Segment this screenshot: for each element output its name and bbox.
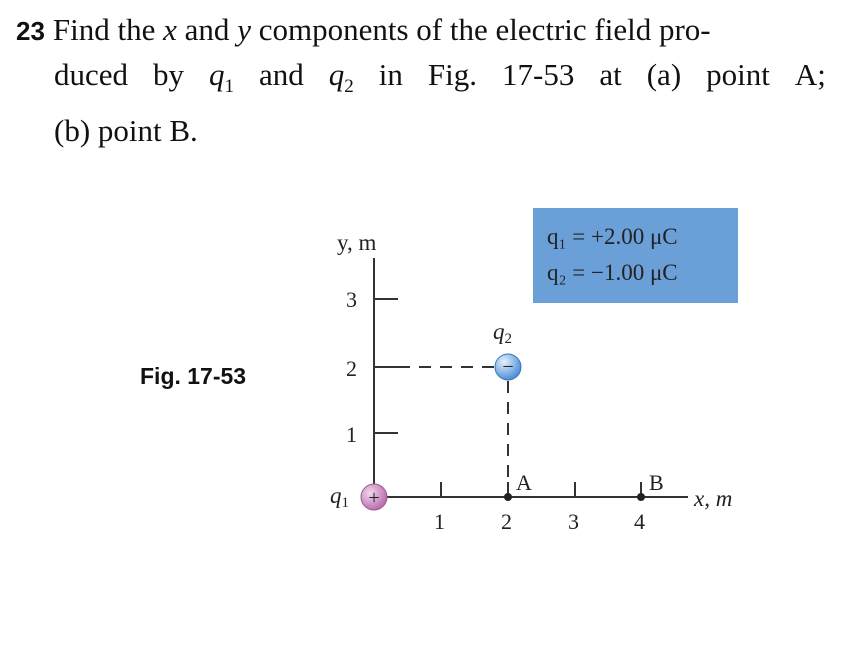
y-axis-label: y, m bbox=[337, 230, 377, 255]
problem-number: 23 bbox=[16, 16, 45, 46]
x-tick-label-3: 3 bbox=[568, 509, 579, 534]
legend-q1: q₁ = +2.00 μC bbox=[547, 224, 678, 249]
q2-minus-icon: − bbox=[502, 356, 514, 378]
point-b-label: B bbox=[649, 470, 664, 495]
legend-box bbox=[533, 208, 738, 303]
figure-caption: Fig. 17-53 bbox=[140, 363, 247, 389]
y-tick-label-3: 3 bbox=[346, 287, 357, 312]
q2-label: q2 bbox=[493, 319, 512, 347]
x-tick-label-4: 4 bbox=[634, 509, 645, 534]
problem-line-2: duced by $q_1$ and $q_2$ in Fig. 17-53 at (a) point A; bbox=[54, 57, 826, 97]
point-b-dot bbox=[637, 493, 645, 501]
q1-plus-icon: + bbox=[368, 487, 380, 509]
x-tick-label-2: 2 bbox=[501, 509, 512, 534]
problem-line-3: (b) point B. bbox=[54, 113, 198, 148]
problem-line-1: 23 Find the x and y components of the electric field pro- bbox=[16, 12, 711, 47]
x-axis-label: x, m bbox=[694, 486, 733, 511]
q1-label: q1 bbox=[330, 483, 349, 511]
y-tick-label-1: 1 bbox=[346, 422, 357, 447]
x-tick-label-1: 1 bbox=[434, 509, 445, 534]
point-a-dot bbox=[504, 493, 512, 501]
y-tick-label-2: 2 bbox=[346, 356, 357, 381]
point-a-label: A bbox=[516, 470, 532, 495]
legend-q2: q₂ = −1.00 μC bbox=[547, 260, 678, 285]
